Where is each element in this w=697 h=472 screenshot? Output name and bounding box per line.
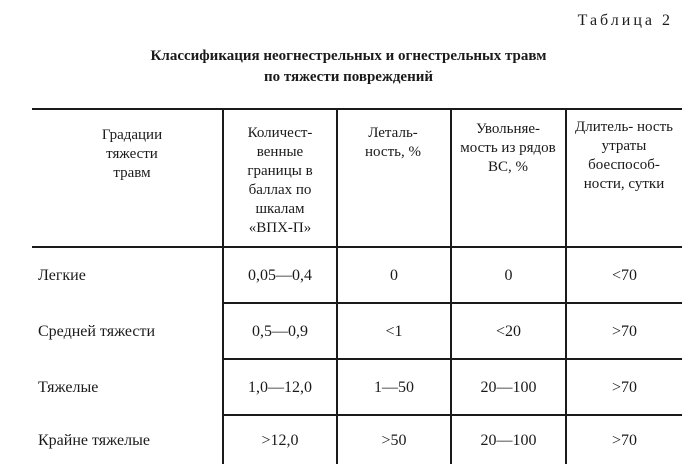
row-score-light: 0,05—0,4 (248, 266, 312, 284)
row-grade-moderate: Средней тяжести (38, 322, 156, 340)
row-duration-moderate: >70 (611, 322, 638, 340)
classification-table (32, 108, 682, 464)
title-line-1: Классификация неогнестрельных и огнестрельных травм (150, 48, 547, 64)
row-lethality-severe: 1—50 (374, 378, 414, 396)
row-lethality-critical: >50 (381, 431, 407, 449)
row-discharge-moderate: <20 (495, 322, 522, 340)
row-lethality-light: 0 (390, 266, 398, 284)
row-score-severe: 1,0—12,0 (248, 378, 312, 396)
row-score-moderate: 0,5—0,9 (252, 322, 308, 340)
row-duration-severe: >70 (611, 378, 638, 396)
row-duration-light: <70 (611, 266, 638, 284)
header-duration: Длитель- ность утраты боеспособ- ности, сутки (575, 119, 673, 192)
row-grade-critical: Крайне тяжелые (38, 431, 150, 449)
row-grade-light: Легкие (38, 266, 86, 284)
table-title (0, 46, 697, 88)
row-grade-severe: Тяжелые (38, 378, 99, 396)
header-lethality: Леталь- ность, % (365, 125, 421, 160)
row-discharge-light: 0 (504, 266, 513, 284)
table-number: Таблица 2 (577, 12, 673, 29)
header-discharge: Увольняе- мость из рядов ВС, % (460, 121, 556, 175)
row-discharge-severe: 20—100 (480, 378, 537, 396)
title-line-2: по тяжести повреждений (263, 69, 434, 85)
header-score: Количест- венные границы в баллах по шкалам «ВПХ-П» (247, 125, 313, 236)
header-grade: Градации тяжести травм (101, 127, 163, 181)
row-score-critical: >12,0 (261, 431, 299, 449)
row-duration-critical: >70 (611, 431, 638, 449)
table-top-rule (32, 108, 682, 110)
row-discharge-critical: 20—100 (480, 431, 537, 449)
row-lethality-moderate: <1 (385, 322, 403, 340)
